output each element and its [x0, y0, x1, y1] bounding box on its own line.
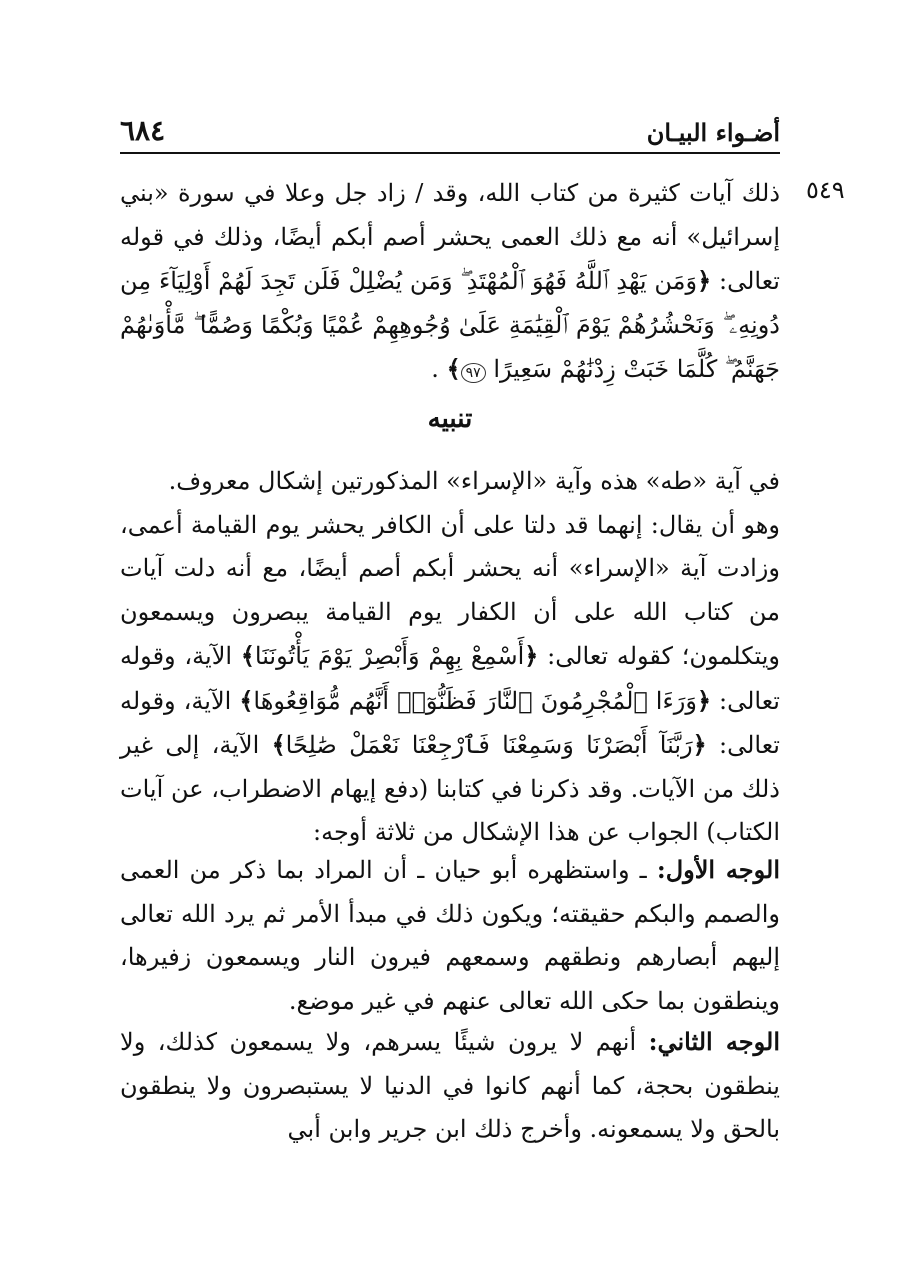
paragraph-text: الآية، إلى غير ذلك من الآيات. وقد ذكرنا في كتابنا (دفع إيهام الاضطراب، عن آيات الكتاب) الجواب عن هذا الإشكال من ثلاثة أوجه:: [120, 731, 780, 846]
verse-open-brace: ﴿: [524, 641, 539, 670]
quran-verse-2: وَرَءَا ٱلْمُجْرِمُونَ ٱلنَّارَ فَظَنُّوٓا۟ أَنَّهُم مُّوَاقِعُوهَا: [253, 686, 697, 715]
answer-label: الوجه الثاني:: [648, 1027, 781, 1056]
quran-verse-1: أَسْمِعْ بِهِمْ وَأَبْصِرْ يَوْمَ يَأْتُونَنَا: [254, 642, 525, 670]
verse-open-brace: ﴿: [696, 685, 711, 715]
verse-close-brace: ﴾: [240, 641, 255, 670]
paragraph-text: ذلك آيات كثيرة من كتاب الله، وقد / زاد جل وعلا في سورة «بني إسرائيل» أنه مع ذلك العمى يحشر أصم أبكم أيضًا، وذلك في قوله تعالى:: [120, 179, 780, 295]
quran-verse: وَمَن يَهْدِ ٱللَّهُ فَهُوَ ٱلْمُهْتَدِ ۖ وَمَن يُضْلِلْ فَلَن تَجِدَ لَهُمْ أَوْلِيَآءَ مِن دُونِهِۦ ۖ وَنَحْشُرُهُمْ يَوْمَ ٱلْقِيَٰمَةِ عَلَىٰ وُجُوهِهِمْ عُمْيًا وَبُكْمًا وَصُمًّا ۖ مَّأْوَىٰهُمْ جَهَنَّمُ ۖ كُلَّمَا خَبَتْ زِدْنَٰهُمْ سَعِيرًا: [120, 267, 780, 383]
book-title: أضـواء البيـان: [646, 118, 780, 147]
page-number: ٦٨٤: [120, 114, 166, 147]
section-heading: تنبيه: [427, 404, 473, 434]
answer-label: الوجه الأول:: [656, 855, 780, 884]
paragraph-second-answer: [120, 1020, 780, 1152]
paragraph-problem: [120, 460, 780, 855]
paragraph-line: في آية «طه» هذه وآية «الإسراء» المذكورتين إشكال معروف.: [168, 467, 780, 495]
paragraph-text: وهو أن يقال: إنهما قد دلتا على أن الكافر يحشر يوم القيامة أعمى، وزادت آية «الإسراء» أنه يحشر أبكم أصم أيضًا، مع أنه دلت آيات من كتاب الله على أن الكفار يوم القيامة يبصرون ويسمعون ويتكلمون؛ كقوله تعالى:: [120, 510, 780, 670]
paragraph-text: الآية، وقوله تعالى:: [120, 686, 780, 759]
paragraph-text: أنهم لا يرون شيئًا يسرهم، ولا يسمعون كذلك، ولا ينطقون بحجة، كما أنهم كانوا في الدنيا لا يستبصرون ولا ينطقون بالحق ولا يسمعونه. وأخرج ذلك ابن جرير وابن أبي: [120, 1028, 780, 1143]
verse-close-brace: ﴾: [446, 354, 461, 383]
verse-open-brace: ﴿: [697, 266, 712, 295]
margin-page-reference: ٥٤٩: [806, 176, 845, 204]
quran-verse-3: رَبَّنَآ أَبْصَرْنَا وَسَمِعْنَا فَٱرْجِعْنَا نَعْمَلْ صَٰلِحًا: [285, 731, 693, 759]
paragraph-intro: [120, 172, 780, 392]
ayah-number: ٩٧: [461, 363, 486, 383]
paragraph-text: الآية، وقوله تعالى:: [120, 642, 780, 715]
paragraph-first-answer: [120, 848, 780, 1023]
running-header: [120, 112, 780, 154]
verse-close-brace: ﴾: [239, 685, 254, 715]
sentence-end: .: [431, 355, 439, 383]
paragraph-text: ـ واستظهره أبو حيان ـ أن المراد بما ذكر من العمى والصمم والبكم حقيقته؛ ويكون ذلك في مبدأ الأمر ثم يرد الله تعالى إليهم أبصارهم ونطقهم وسمعهم فيرون النار ويسمعون زفيرها، وينطقون بما حكى الله تعالى عنهم في غير موضع.: [120, 856, 780, 1015]
verse-close-brace: ﴾: [271, 730, 286, 759]
verse-open-brace: ﴿: [692, 730, 707, 759]
